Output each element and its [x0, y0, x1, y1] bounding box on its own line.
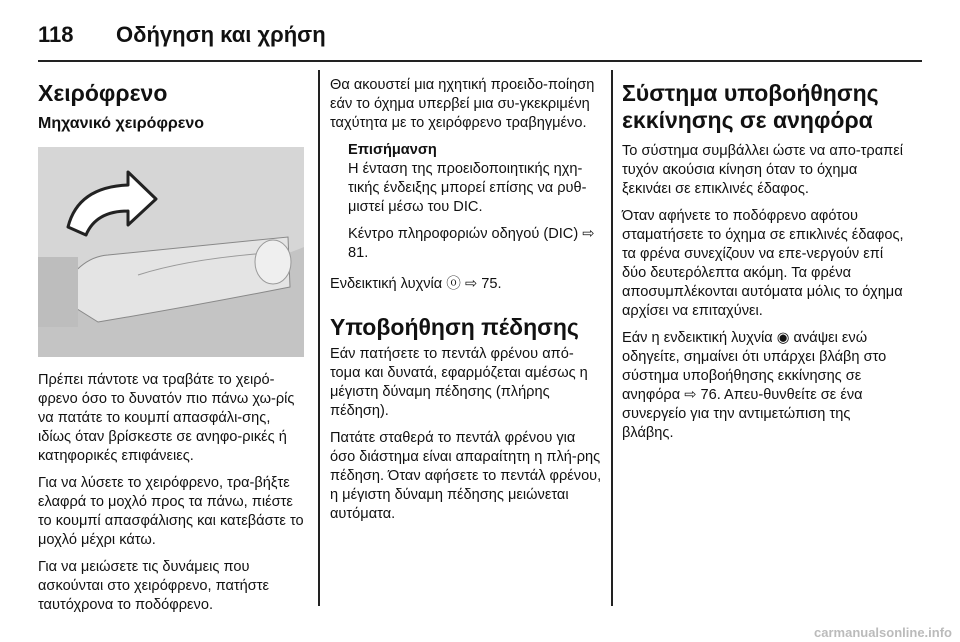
watermark: carmanualsonline.info	[814, 625, 952, 640]
paragraph: Πατάτε σταθερά το πεντάλ φρένου για όσο διάστημα είναι απαραίτητη η πλή-ρης πέδηση. Όταν αφήσετε το πεντάλ φρένου, η μέγιστη δύναμη πέδησης μειώνεται αυτόματα.	[330, 430, 602, 522]
indicator-link-paragraph[interactable]: Ενδεικτική λυχνία ⓞ ⇨ 75.	[330, 276, 502, 292]
paragraph: Θα ακουστεί μια ηχητική προειδο-ποίηση εάν το όχημα υπερβεί μια συ-γκεκριμένη ταχύτητα με το χειρόφρενο τραβηγμένο.	[330, 77, 595, 131]
section-heading: Χειρόφρενο	[38, 80, 168, 106]
column-2	[330, 70, 602, 532]
handbrake-figure	[38, 147, 304, 357]
column-divider	[318, 70, 320, 606]
paragraph: Για να λύσετε το χειρόφρενο, τρα-βήξτε ελαφρά το μοχλό προς τα πάνω, πιέστε το κουμπί απασφάλισης και κατεβάστε το μοχλό μέχρι κάτω.	[38, 475, 304, 548]
page-header	[38, 20, 326, 50]
handbrake-illustration-icon	[38, 147, 304, 357]
header-divider	[38, 60, 922, 62]
paragraph: Για να μειώσετε τις δυνάμεις που ασκούνται στο χειρόφρενο, πατήστε ταυτόχρονα το ποδόφρενο.	[38, 559, 270, 613]
note-title: Επισήμανση	[348, 142, 437, 158]
note-box	[348, 141, 602, 263]
paragraph: Όταν αφήνετε το ποδόφρενο αφότου σταματήσετε το όχημα σε επικλινές έδαφος, τα φρένα συνεχίζουν να επε-νεργούν επί δύο δευτερόλεπτα ακόμη. Τα φρένα αποσυμπλέκονται αυτόματα μόλις το όχημα αρχίσει να επιταχύνει.	[622, 208, 904, 319]
section-heading: Υποβοήθηση πέδησης	[330, 314, 579, 340]
section-heading: Σύστημα υποβοήθησης εκκίνησης σε ανηφόρα	[622, 80, 879, 133]
paragraph: Εάν η ενδεικτική λυχνία ◉ ανάψει ενώ οδηγείτε, σημαίνει ότι υπάρχει βλάβη στο σύστημα υποβοήθησης εκκίνησης σε ανηφόρα ⇨ 76. Απευ-θυνθείτε σε ένα συνεργείο για την αντιμετώπιση της βλάβης.	[622, 330, 887, 441]
page-title: Οδήγηση και χρήση	[116, 22, 326, 47]
paragraph: Το σύστημα συμβάλλει ώστε να απο-τραπεί τυχόν ακούσια κίνηση όταν το όχημα ξεκινάει σε επικλινές έδαφος.	[622, 143, 903, 197]
section-subheading: Μηχανικό χειρόφρενο	[38, 115, 205, 132]
page-number: 118	[38, 22, 74, 47]
column-1	[38, 70, 304, 623]
column-divider	[611, 70, 613, 606]
note-link-paragraph[interactable]: Κέντρο πληροφοριών οδηγού (DIC) ⇨ 81.	[348, 226, 595, 261]
note-paragraph: Η ένταση της προειδοποιητικής ηχη-τικής ένδειξης μπορεί επίσης να ρυθ-μιστεί μέσω του DIC.	[348, 161, 587, 215]
paragraph: Εάν πατήσετε το πεντάλ φρένου από-τομα και δυνατά, εφαρμόζεται αμέσως η μέγιστη δύναμη πέδησης (πλήρης πέδηση).	[330, 346, 588, 419]
column-3	[622, 70, 904, 451]
paragraph: Πρέπει πάντοτε να τραβάτε το χειρό-φρενο όσο το δυνατόν πιο πάνω χω-ρίς να πατάτε το κουμπί απασφάλι-σης, ιδίως όταν βρίσκεστε σε ανηφο-ρικές ή κατηφορικές επιφάνειες.	[38, 372, 295, 464]
